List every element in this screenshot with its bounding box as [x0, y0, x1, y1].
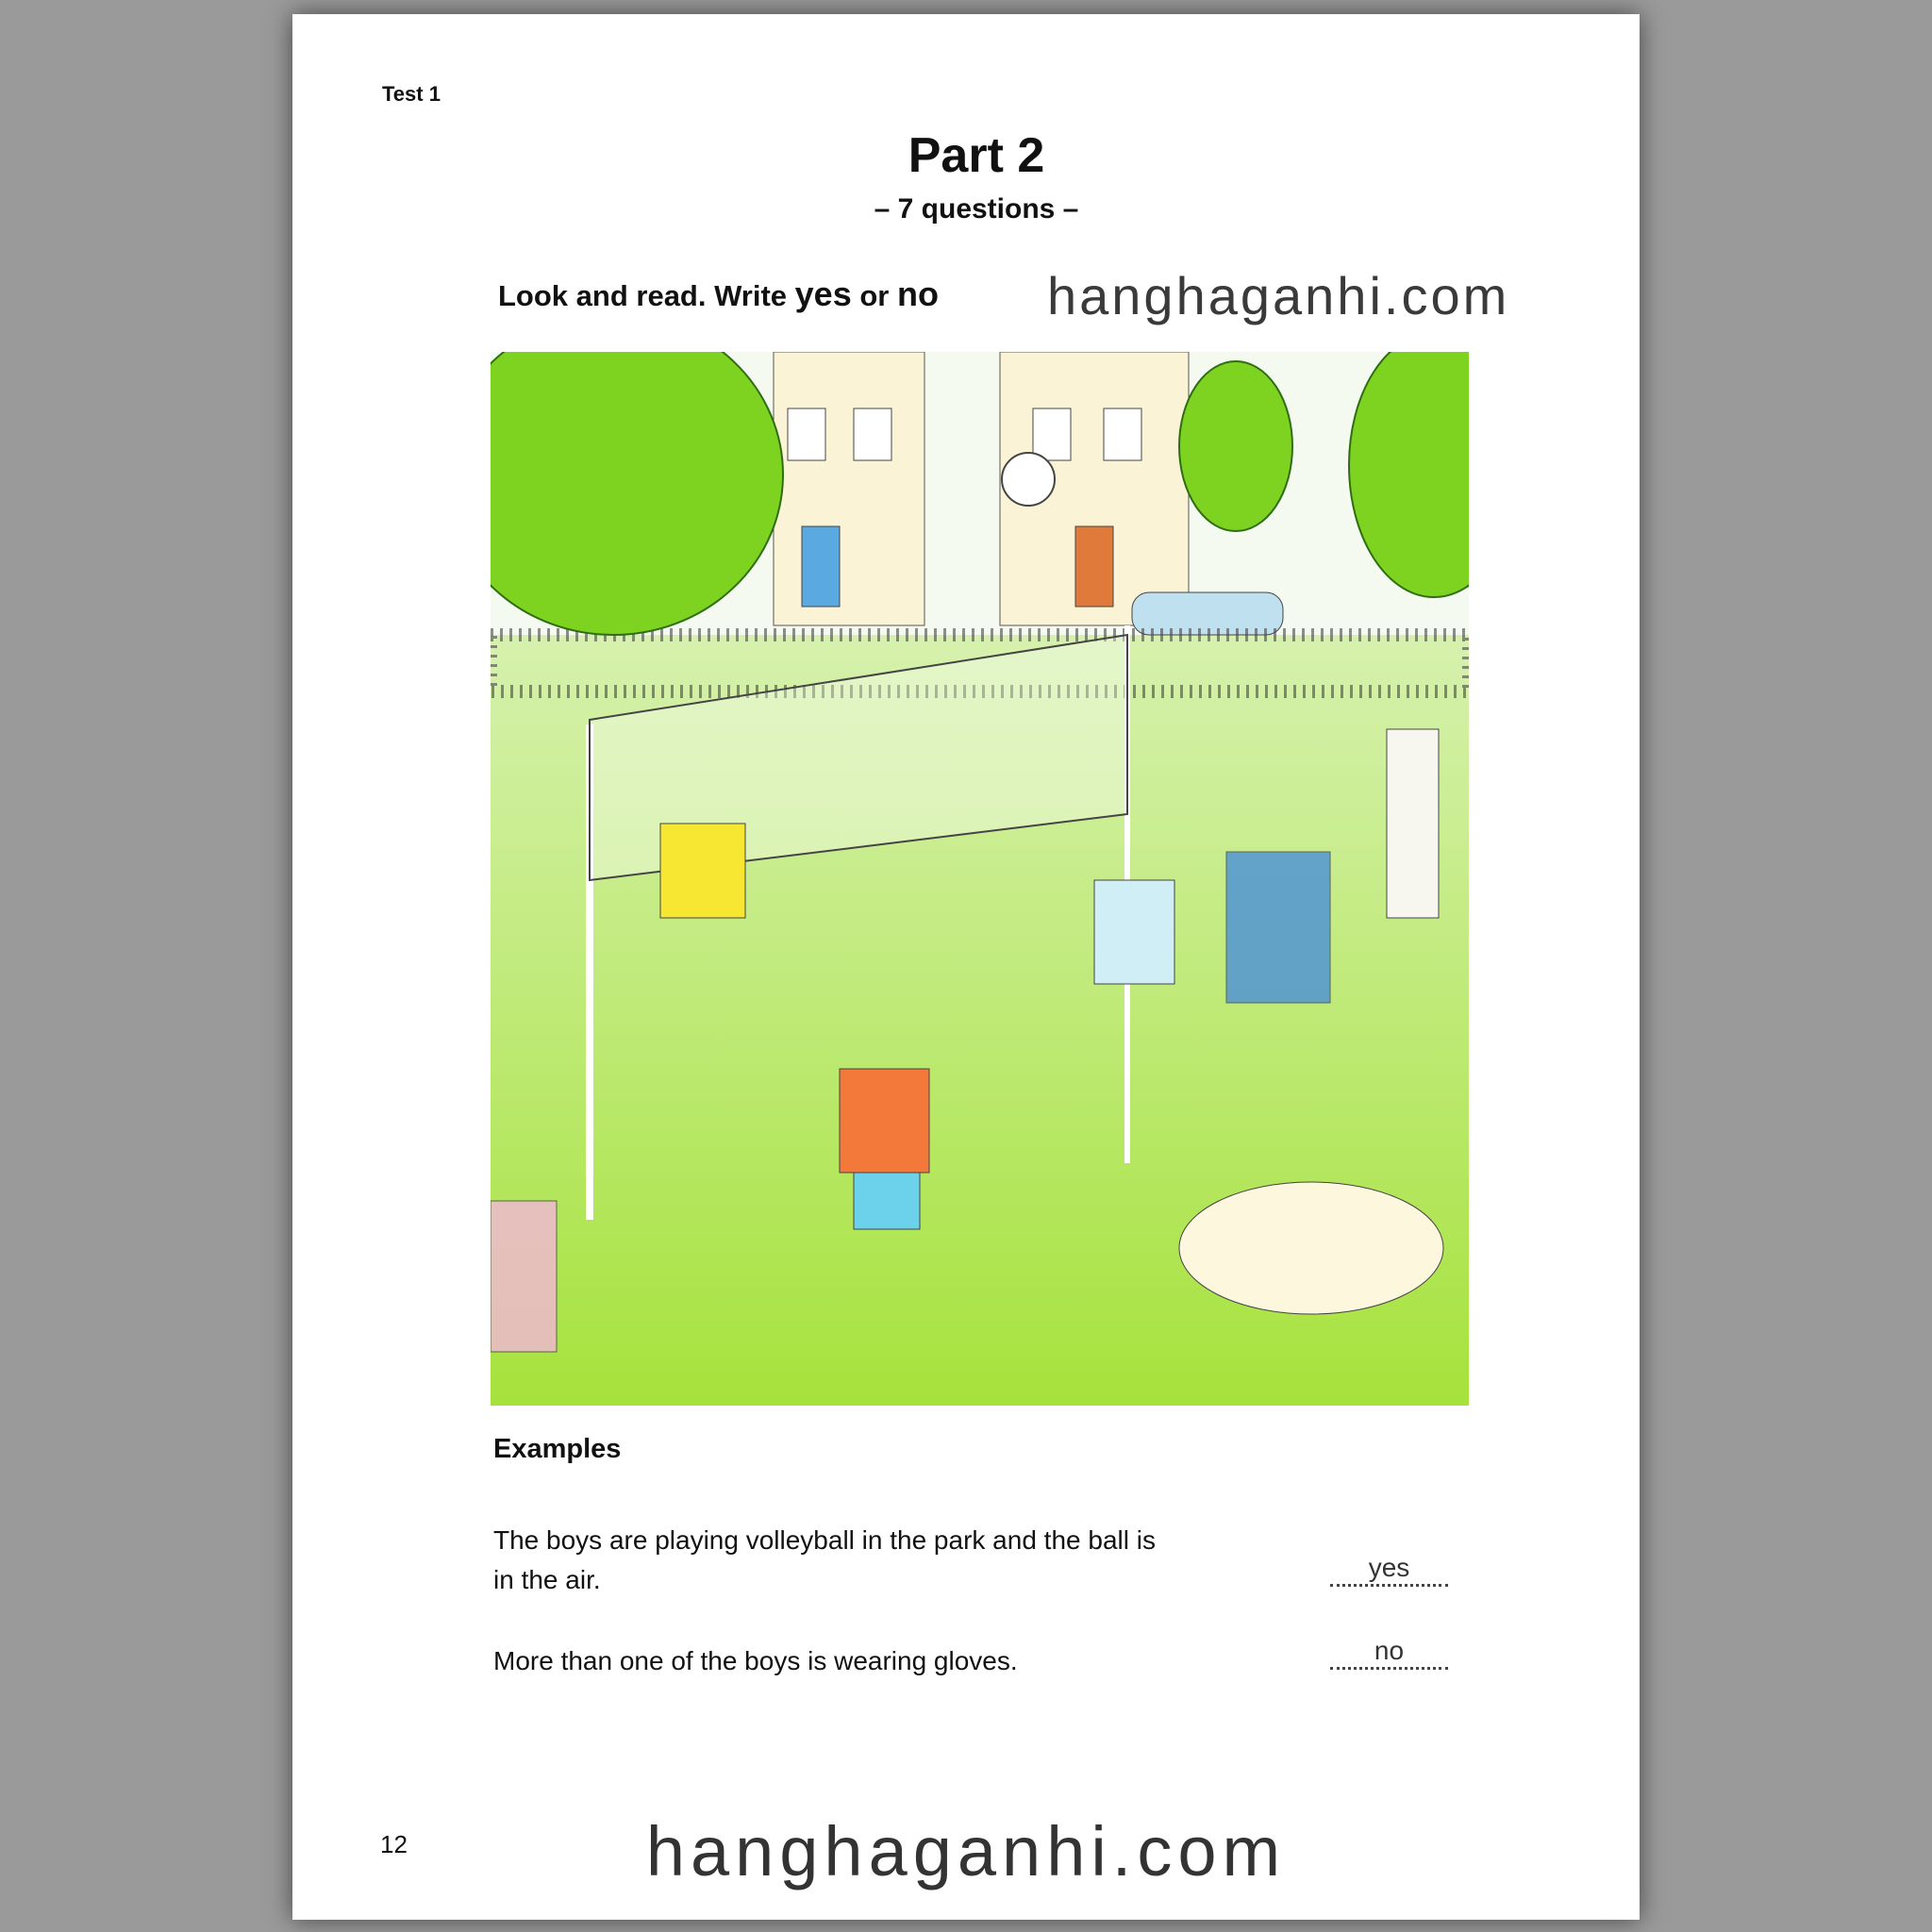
- volleyball: [1002, 453, 1055, 506]
- example-2-answer: no: [1330, 1635, 1448, 1670]
- page-number: 12: [380, 1830, 408, 1858]
- example-1-text: [493, 1521, 1156, 1600]
- park-volleyball-illustration: [491, 352, 1469, 1406]
- test-label: Test 1: [382, 82, 441, 106]
- watermark-bottom: hanghaganhi.com: [645, 1812, 1287, 1890]
- worksheet-page: [292, 14, 1640, 1920]
- instruction: [498, 275, 939, 314]
- instruction-yes: yes: [794, 275, 852, 313]
- watermark-top: hanghaganhi.com: [1047, 266, 1510, 325]
- instruction-text: Look and read. Write: [498, 279, 795, 312]
- examples-heading: Examples: [493, 1434, 622, 1464]
- dog: [1179, 1182, 1443, 1314]
- question-count: – 7 questions –: [874, 193, 1079, 225]
- example-1-answer: yes: [1330, 1552, 1448, 1587]
- scarf: [491, 1201, 557, 1352]
- instruction-or: or: [851, 279, 897, 312]
- example-1-line2: in the air.: [493, 1565, 601, 1594]
- instruction-no: no: [896, 275, 939, 313]
- example-1-line1: The boys are playing volleyball in the park and the ball is: [493, 1525, 1156, 1555]
- example-2-text: More than one of the boys is wearing gloves.: [493, 1646, 1018, 1675]
- page-title: Part 2: [908, 128, 1045, 183]
